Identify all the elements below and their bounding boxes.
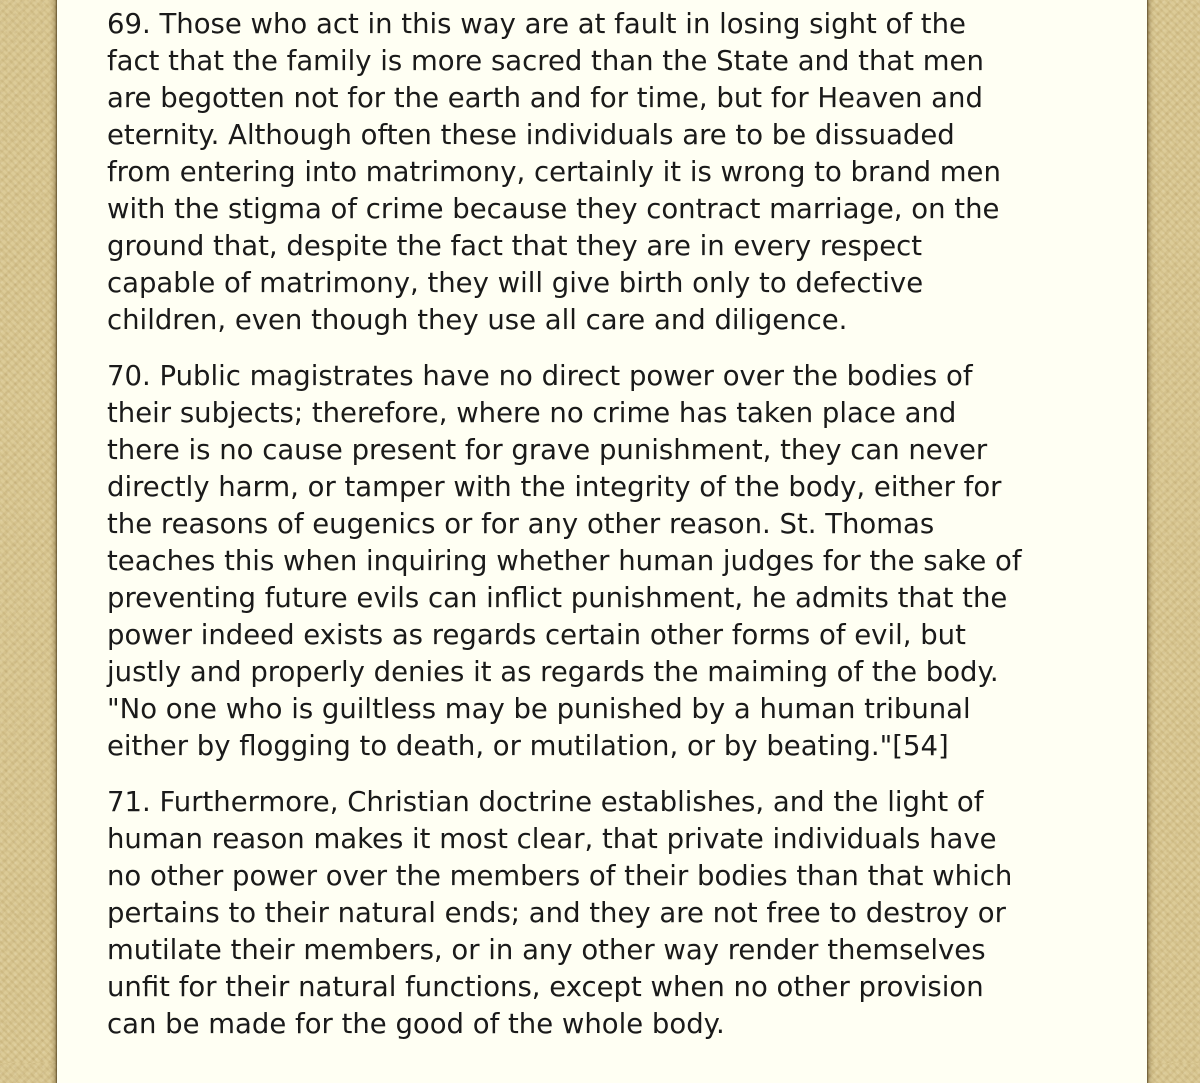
text-line: 70. Public magistrates have no direct power over the bodies of [107,360,973,392]
text-line: ground that, despite the fact that they are in every respect [107,230,923,262]
text-line: no other power over the members of their bodies than that which [107,860,1013,892]
text-line: can be made for the good of the whole body. [107,1008,725,1040]
text-line: "No one who is guiltless may be punished by a human tribunal [107,693,971,725]
paragraph-70 [107,358,1107,765]
text-line: 69. Those who act in this way are at fault in losing sight of the [107,8,966,40]
text-line: their subjects; therefore, where no crime has taken place and [107,397,957,429]
text-line: from entering into matrimony, certainly it is wrong to brand men [107,156,1001,188]
document-text [107,6,1107,1062]
text-line: capable of matrimony, they will give birth only to defective [107,267,924,299]
text-line: are begotten not for the earth and for time, but for Heaven and [107,82,983,114]
text-line: justly and properly denies it as regards the maiming of the body. [107,656,999,688]
text-line: with the stigma of crime because they contract marriage, on the [107,193,1000,225]
text-line: children, even though they use all care and diligence. [107,304,848,336]
text-line: pertains to their natural ends; and they are not free to destroy or [107,897,1006,929]
text-line: either by flogging to death, or mutilation, or by beating."[54] [107,730,949,762]
text-line: unfit for their natural functions, except when no other provision [107,971,984,1003]
text-line: the reasons of eugenics or for any other reason. St. Thomas [107,508,935,540]
text-line: mutilate their members, or in any other way render themselves [107,934,986,966]
text-line: preventing future evils can inflict punishment, he admits that the [107,582,1008,614]
text-line: there is no cause present for grave punishment, they can never [107,434,988,466]
text-line: directly harm, or tamper with the integrity of the body, either for [107,471,1002,503]
text-line: eternity. Although often these individuals are to be dissuaded [107,119,955,151]
text-line: fact that the family is more sacred than the State and that men [107,45,984,77]
text-line: 71. Furthermore, Christian doctrine establishes, and the light of [107,786,984,818]
text-line: power indeed exists as regards certain other forms of evil, but [107,619,966,651]
paragraph-69 [107,6,1107,339]
paragraph-71 [107,784,1107,1043]
text-line: teaches this when inquiring whether human judges for the sake of [107,545,1022,577]
text-line: human reason makes it most clear, that private individuals have [107,823,997,855]
